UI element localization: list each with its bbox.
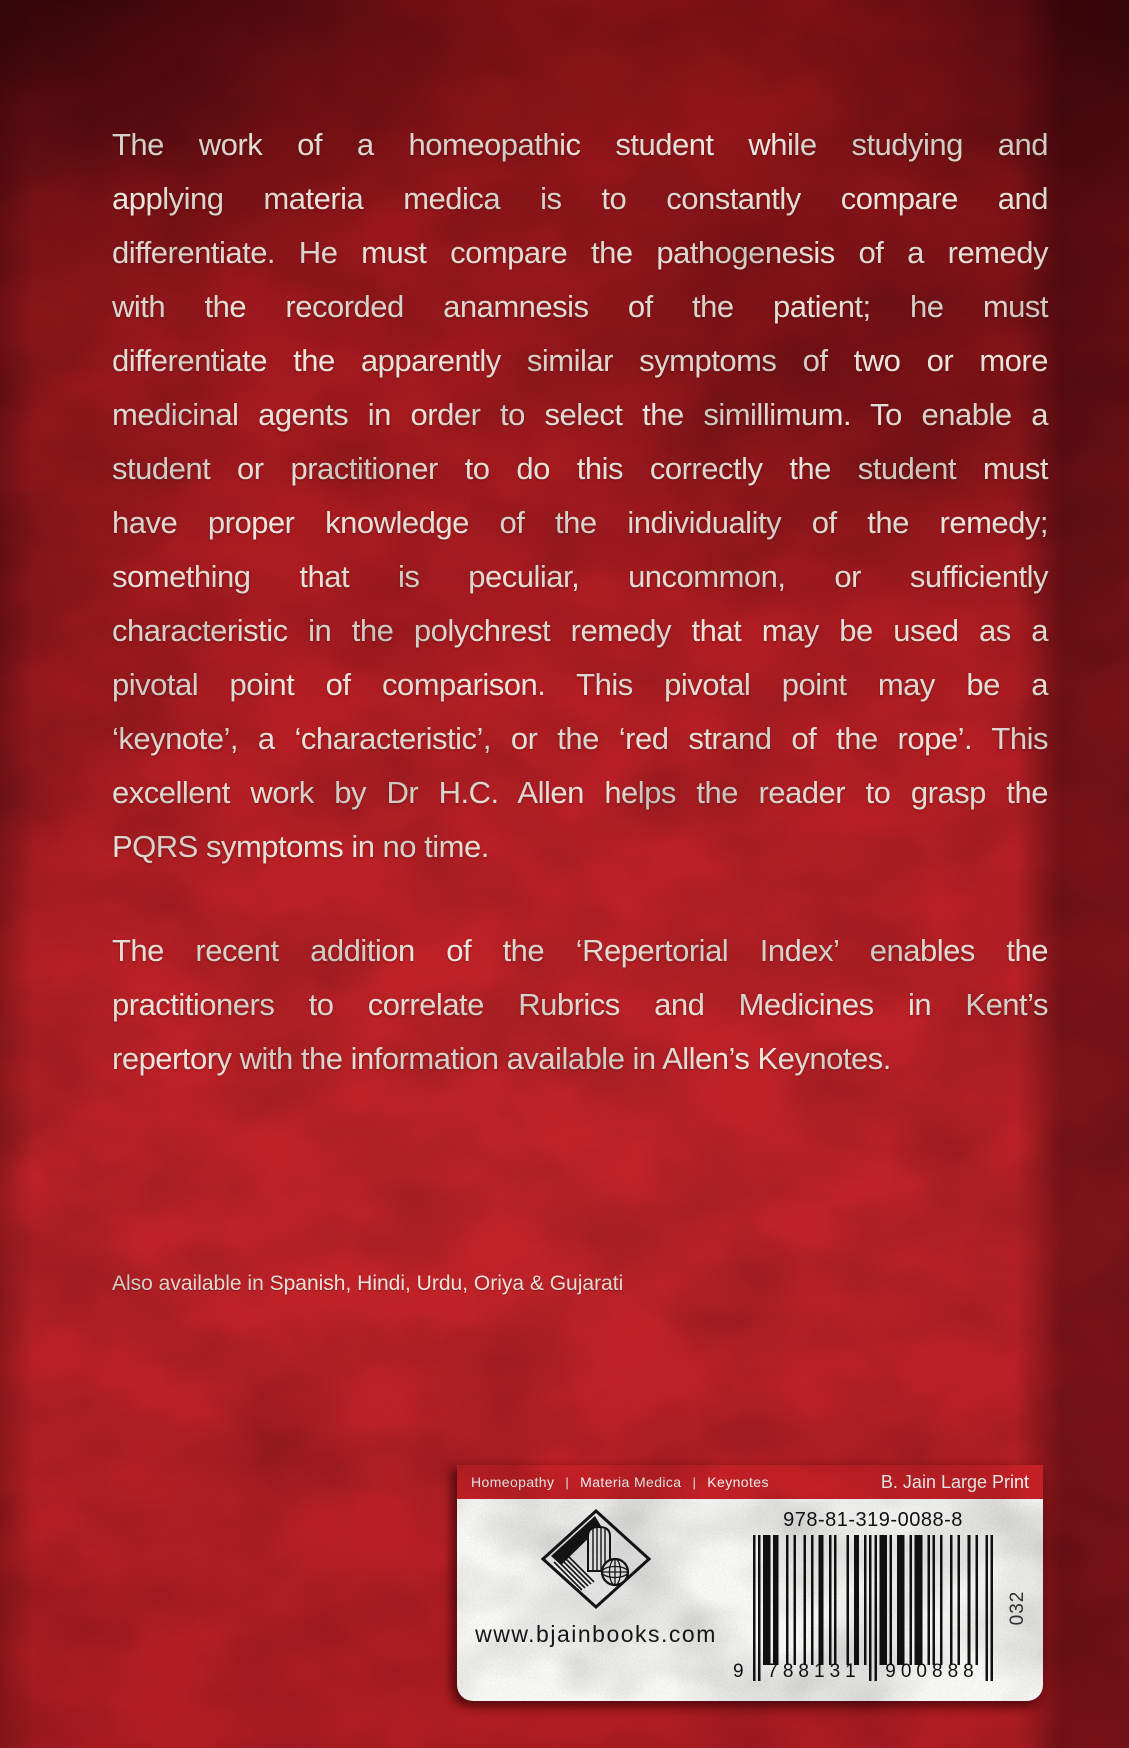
barcode-digits-right-half: 900888	[885, 1661, 979, 1682]
description-line: student or practitioner to do this correctly the student must	[112, 451, 1048, 486]
description-line: pivotal point of comparison. This pivotal point may be a	[112, 667, 1048, 702]
description-line: excellent work by Dr H.C. Allen helps the reader to grasp the	[112, 775, 1048, 810]
barcode-digit-leading: 9	[733, 1661, 744, 1682]
description-line: medicinal agents in order to select the simillimum. To enable a	[112, 397, 1048, 432]
category-item: Keynotes	[707, 1474, 769, 1490]
category-list	[471, 1474, 769, 1490]
availability-note: Also available in Spanish, Hindi, Urdu, Oriya & Gujarati	[112, 1272, 624, 1295]
category-item: Materia Medica	[580, 1474, 682, 1490]
description-line: PQRS symptoms in no time.	[112, 829, 489, 864]
back-cover-description	[112, 118, 1048, 1086]
description-line: ‘keynote’, a ‘characteristic’, or the ‘red strand of the rope’. This	[112, 721, 1048, 756]
publisher-label	[457, 1465, 1043, 1701]
band-separator: |	[692, 1474, 697, 1490]
description-line: have proper knowledge of the individuality of the remedy;	[112, 505, 1048, 540]
isbn-text: 978-81-319-0088-8	[783, 1509, 963, 1531]
description-line: differentiate the apparently similar symptoms of two or more	[112, 343, 1048, 378]
description-line: characteristic in the polychrest remedy that may be used as a	[112, 613, 1048, 648]
barcode-digits-left-half: 788131	[767, 1661, 861, 1682]
description-line: applying materia medica is to constantly compare and	[112, 181, 1048, 216]
publisher-website: www.bjainbooks.com	[475, 1621, 717, 1647]
description-paragraph-2	[112, 924, 1048, 1086]
label-side-code: 032	[1007, 1590, 1028, 1626]
description-line: practitioners to correlate Rubrics and Medicines in Kent’s	[112, 987, 1048, 1022]
isbn-barcode	[753, 1535, 993, 1681]
description-line: The work of a homeopathic student while studying and	[112, 127, 1048, 162]
description-paragraph-1	[112, 118, 1048, 874]
description-line: something that is peculiar, uncommon, or sufficiently	[112, 559, 1048, 594]
category-band	[457, 1465, 1043, 1499]
band-separator: |	[565, 1474, 570, 1490]
bjain-book-globe-logo-icon	[541, 1509, 651, 1609]
description-line: repertory with the information available in Allen’s Keynotes.	[112, 1041, 891, 1076]
category-item: Homeopathy	[471, 1474, 555, 1490]
description-line: The recent addition of the ‘Repertorial Index’ enables the	[112, 933, 1048, 968]
description-line: differentiate. He must compare the pathogenesis of a remedy	[112, 235, 1048, 270]
description-line: with the recorded anamnesis of the patient; he must	[112, 289, 1048, 324]
edition-note: B. Jain Large Print	[880, 1471, 1029, 1492]
